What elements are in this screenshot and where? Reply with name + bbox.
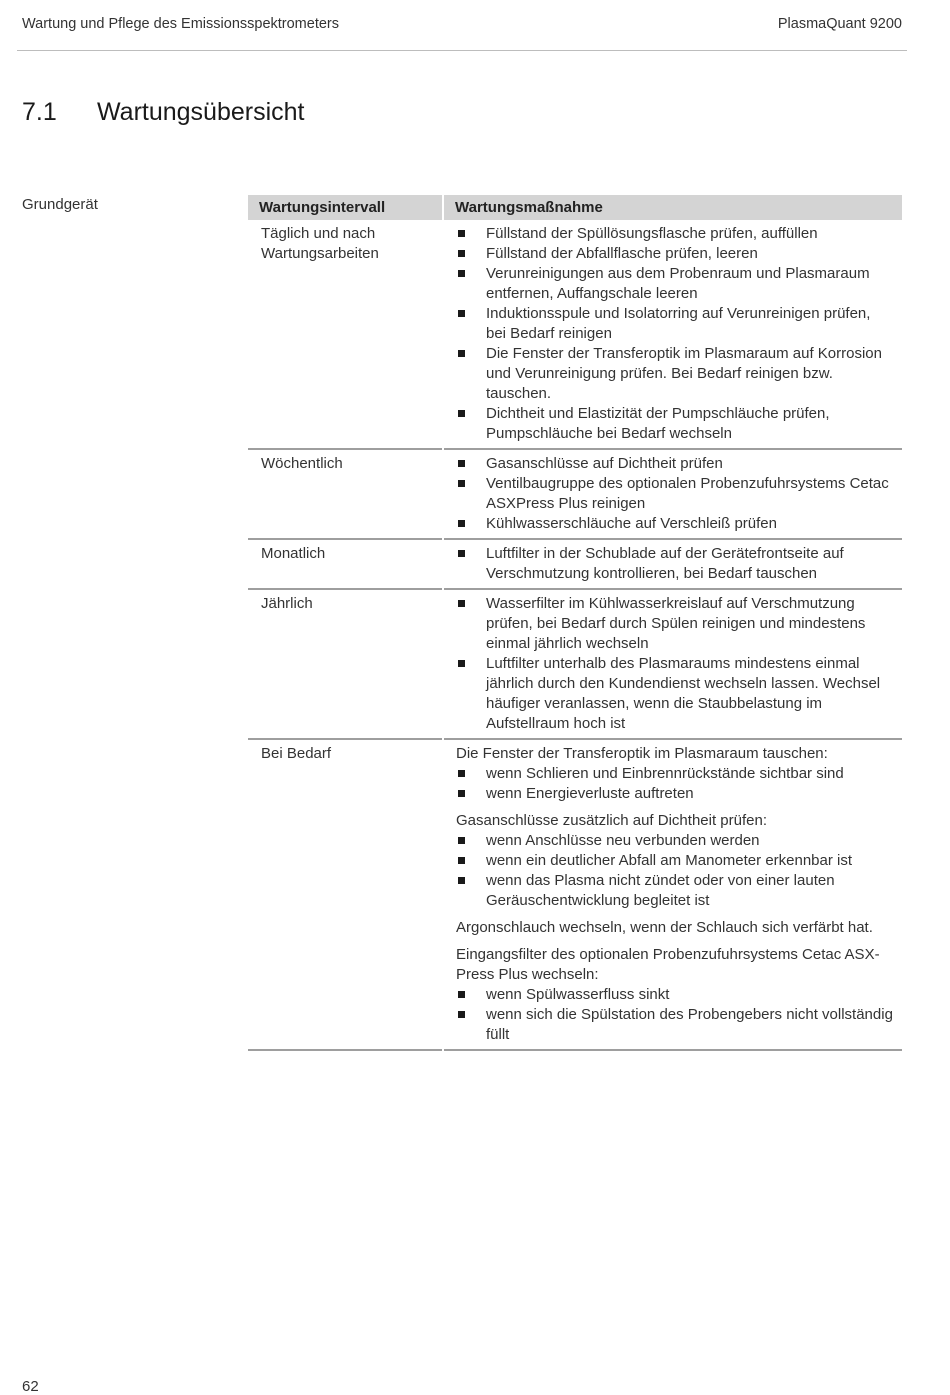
square-bullet-icon xyxy=(458,877,465,884)
measure-cell xyxy=(444,740,902,1051)
section-title: Wartungsübersicht xyxy=(97,98,305,126)
list-item xyxy=(456,871,894,911)
measure-group xyxy=(456,811,894,911)
square-bullet-icon xyxy=(458,1011,465,1018)
table-row xyxy=(248,220,902,450)
measure-group xyxy=(456,544,894,584)
list-item-text: Füllstand der Spüllösungsflasche prüfen, auffüllen xyxy=(486,225,818,242)
square-bullet-icon xyxy=(458,250,465,257)
interval-cell: Jährlich xyxy=(248,590,442,740)
measure-intro: Gasanschlüsse zusätzlich auf Dichtheit prüfen: xyxy=(456,812,767,829)
square-bullet-icon xyxy=(458,460,465,467)
list-item xyxy=(456,304,894,344)
list-item xyxy=(456,224,894,244)
list-item xyxy=(456,851,894,871)
square-bullet-icon xyxy=(458,310,465,317)
measure-cell xyxy=(444,450,902,540)
list-item-text: Füllstand der Abfallflasche prüfen, leeren xyxy=(486,245,758,262)
square-bullet-icon xyxy=(458,837,465,844)
header-measure: Wartungsmaßnahme xyxy=(444,195,902,220)
measure-cell xyxy=(444,220,902,450)
measure-list xyxy=(456,764,894,804)
list-item xyxy=(456,264,894,304)
list-item-text: Ventilbaugruppe des optionalen Probenzufuhrsystems Cetac ASXPress Plus reinigen xyxy=(486,475,889,512)
measure-group xyxy=(456,224,894,444)
measure-list xyxy=(456,985,894,1045)
list-item xyxy=(456,544,894,584)
list-item xyxy=(456,514,894,534)
list-item xyxy=(456,985,894,1005)
measure-list xyxy=(456,831,894,911)
list-item xyxy=(456,404,894,444)
square-bullet-icon xyxy=(458,991,465,998)
list-item xyxy=(456,454,894,474)
list-item xyxy=(456,344,894,404)
square-bullet-icon xyxy=(458,350,465,357)
table-row xyxy=(248,540,902,590)
square-bullet-icon xyxy=(458,660,465,667)
measure-list xyxy=(456,544,894,584)
list-item xyxy=(456,474,894,514)
table-row xyxy=(248,590,902,740)
list-item-text: wenn Schlieren und Einbrennrückstände sichtbar sind xyxy=(486,765,844,782)
interval-cell: Täglich und nach Wartungsarbeiten xyxy=(248,220,442,450)
square-bullet-icon xyxy=(458,480,465,487)
list-item-text: wenn das Plasma nicht zündet oder von einer lauten Geräuschentwicklung begleitet ist xyxy=(486,872,835,909)
list-item-text: Luftfilter in der Schublade auf der Gerätefrontseite auf Verschmutzung kontrollieren, bei Bedarf tauschen xyxy=(486,545,844,582)
list-item-text: wenn Anschlüsse neu verbunden werden xyxy=(486,832,760,849)
table-body xyxy=(248,220,902,1051)
list-item xyxy=(456,784,894,804)
list-item-text: Luftfilter unterhalb des Plasmaraums mindestens einmal jährlich durch den Kundendienst wechseln lassen. Wechsel häufiger veranlassen, wenn die Staubbelastung im Aufstellraum hoch ist xyxy=(486,655,881,732)
square-bullet-icon xyxy=(458,410,465,417)
list-item xyxy=(456,1005,894,1045)
list-item xyxy=(456,594,894,654)
list-item xyxy=(456,654,894,734)
header-interval: Wartungsintervall xyxy=(248,195,442,220)
list-item-text: wenn ein deutlicher Abfall am Manometer erkennbar ist xyxy=(486,852,853,869)
device-label: Grundgerät xyxy=(22,196,98,213)
measure-cell xyxy=(444,590,902,740)
list-item xyxy=(456,764,894,784)
measure-intro: Argonschlauch wechseln, wenn der Schlauch sich verfärbt hat. xyxy=(456,919,873,936)
square-bullet-icon xyxy=(458,857,465,864)
list-item-text: Kühlwasserschläuche auf Verschleiß prüfen xyxy=(486,515,777,532)
list-item xyxy=(456,831,894,851)
square-bullet-icon xyxy=(458,550,465,557)
measure-group xyxy=(456,454,894,534)
square-bullet-icon xyxy=(458,270,465,277)
table-row xyxy=(248,450,902,540)
list-item-text: wenn Spülwasserfluss sinkt xyxy=(486,986,670,1003)
square-bullet-icon xyxy=(458,770,465,777)
header-chapter-title: Wartung und Pflege des Emissionsspektrometers xyxy=(22,16,339,32)
table-header-row xyxy=(248,195,902,220)
square-bullet-icon xyxy=(458,230,465,237)
square-bullet-icon xyxy=(458,790,465,797)
square-bullet-icon xyxy=(458,600,465,607)
interval-cell: Wöchentlich xyxy=(248,450,442,540)
header-product-name: PlasmaQuant 9200 xyxy=(777,16,902,32)
list-item-text: wenn sich die Spülstation des Probengebers nicht vollständig füllt xyxy=(486,1006,893,1043)
square-bullet-icon xyxy=(458,520,465,527)
maintenance-table xyxy=(248,195,902,1051)
measure-cell xyxy=(444,540,902,590)
list-item-text: Gasanschlüsse auf Dichtheit prüfen xyxy=(486,455,723,472)
section-number: 7.1 xyxy=(22,98,57,126)
list-item-text: Wasserfilter im Kühlwasserkreislauf auf Verschmutzung prüfen, bei Bedarf durch Spülen reinigen und mindestens einmal jährlich wechseln xyxy=(486,595,866,652)
page-header xyxy=(22,16,902,36)
header-divider xyxy=(17,50,907,51)
measure-group xyxy=(456,945,894,1045)
measure-intro: Die Fenster der Transferoptik im Plasmaraum tauschen: xyxy=(456,745,828,762)
measure-group xyxy=(456,918,894,938)
list-item-text: wenn Energieverluste auftreten xyxy=(486,785,694,802)
measure-group xyxy=(456,744,894,804)
list-item xyxy=(456,244,894,264)
measure-list xyxy=(456,594,894,734)
interval-cell: Monatlich xyxy=(248,540,442,590)
section-heading xyxy=(22,98,305,127)
interval-cell: Bei Bedarf xyxy=(248,740,442,1051)
list-item-text: Dichtheit und Elastizität der Pumpschläuche prüfen, Pumpschläuche bei Bedarf wechseln xyxy=(486,405,830,442)
measure-group xyxy=(456,594,894,734)
measure-intro: Eingangsfilter des optionalen Probenzufuhrsystems Cetac ASX-Press Plus wechseln: xyxy=(456,946,880,983)
table-row xyxy=(248,740,902,1051)
measure-list xyxy=(456,454,894,534)
list-item-text: Die Fenster der Transferoptik im Plasmaraum auf Korrosion und Verunreinigung prüfen. Bei Bedarf reinigen bzw. tauschen. xyxy=(486,345,882,402)
measure-list xyxy=(456,224,894,444)
page-number: 62 xyxy=(22,1378,39,1395)
list-item-text: Verunreinigungen aus dem Probenraum und Plasmaraum entfernen, Auffangschale leeren xyxy=(486,265,870,302)
list-item-text: Induktionsspule und Isolatorring auf Verunreinigen prüfen, bei Bedarf reinigen xyxy=(486,305,871,342)
